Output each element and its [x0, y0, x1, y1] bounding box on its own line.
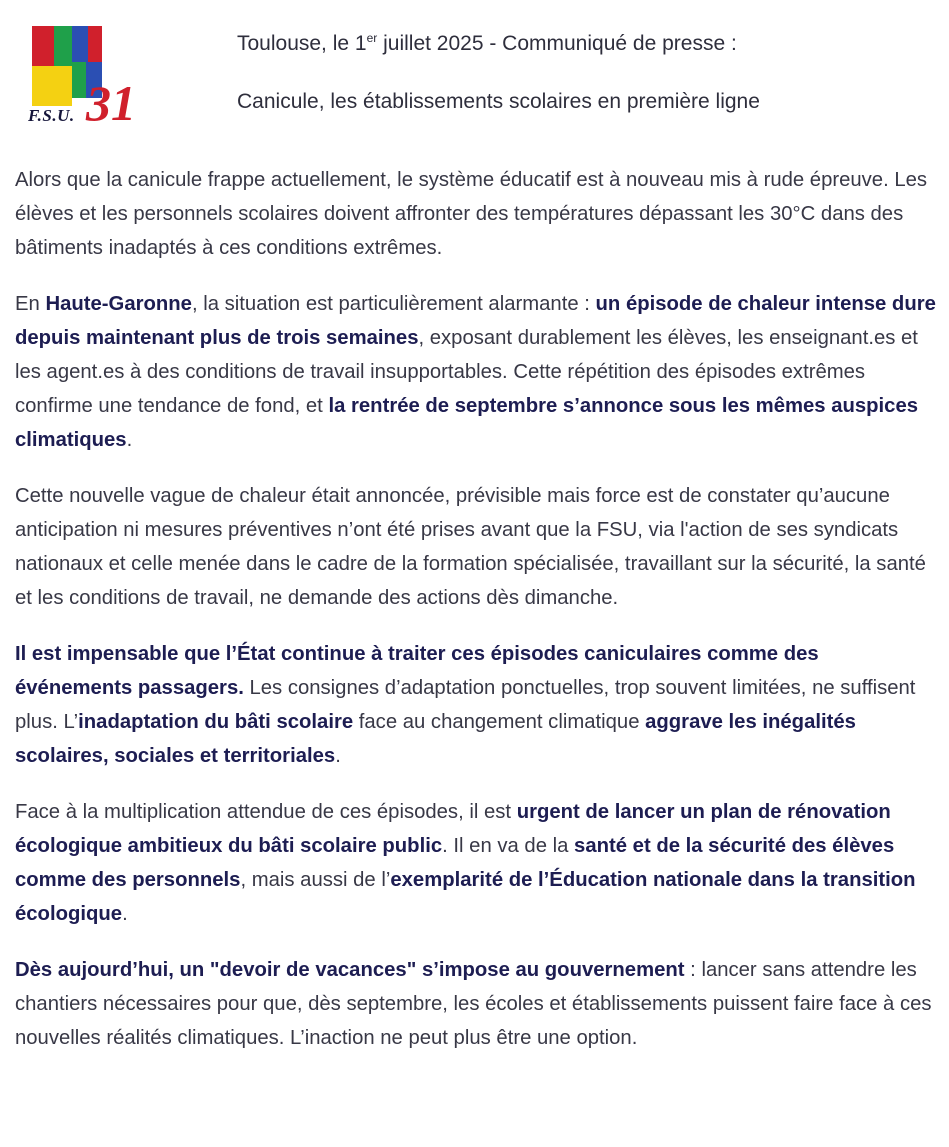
- emphasis-text: Dès aujourd’hui, un "devoir de vacances" s’impose au gouvernement: [15, 959, 685, 981]
- body-text: Les consignes d’adaptation ponctuelles, trop souvent limitées, ne suffisent plus. L’: [15, 677, 916, 733]
- emphasis-text: la rentrée de septembre s’annonce sous les mêmes auspices climatiques: [15, 395, 919, 451]
- body-text: Face à la multiplication attendue de ces épisodes, il est: [15, 801, 517, 823]
- fsu31-logo: [26, 22, 144, 132]
- body-text: , mais aussi de l’: [240, 869, 391, 891]
- paragraph-6: [15, 953, 940, 1055]
- paragraph-4: [15, 637, 940, 773]
- body-text: Alors que la canicule frappe actuellement, le système éducatif est à nouveau mis à rude épreuve. Les élèves et les personnels scolaires doivent affronter des températures dépassant les 30°C dans des bâtiments inadaptés à ces conditions extrêmes.: [15, 169, 928, 259]
- press-release-title: Canicule, les établissements scolaires en première ligne: [237, 90, 760, 113]
- body-text: Cette nouvelle vague de chaleur était annoncée, prévisible mais force est de constater qu’aucune anticipation ni mesures préventives n’ont été prises avant que la FSU, via l'action de ses syndicats nationaux et celle menée dans le cadre de la formation spécialisée, travaillant sur la sécurité, la santé et les conditions de travail, ne demande des actions dès dimanche.: [15, 485, 926, 609]
- body-text: : lancer sans attendre les chantiers nécessaires pour que, dès septembre, les écoles et établissements puissent faire face à ces nouvelles réalités climatiques. L’inaction ne peut plus être une option.: [15, 959, 932, 1049]
- body-text: , exposant durablement les élèves, les enseignant.es et les agent.es à des conditions de travail insupportables. Cette répétition des épisodes extrêmes confirme une tendance de fond, et: [15, 327, 918, 417]
- logo-number: 31: [86, 75, 136, 131]
- body-text: .: [122, 903, 128, 925]
- body-text: , la situation est particulièrement alarmante :: [191, 293, 596, 315]
- paragraph-2: [15, 287, 940, 457]
- emphasis-text: Haute-Garonne: [45, 293, 192, 315]
- emphasis-text: un épisode de chaleur intense dure depuis maintenant plus de trois semaines: [15, 293, 936, 349]
- paragraph-3: [15, 479, 940, 615]
- emphasis-text: inadaptation du bâti scolaire: [78, 711, 354, 733]
- emphasis-text: aggrave les inégalités scolaires, sociales et territoriales: [15, 711, 856, 767]
- dateline-superscript: er: [366, 31, 378, 45]
- dateline-prefix: Toulouse, le 1: [237, 32, 367, 55]
- body-text: face au changement climatique: [353, 711, 646, 733]
- dateline-suffix: juillet 2025 - Communiqué de presse :: [377, 32, 737, 55]
- body-text: En: [15, 293, 46, 315]
- body-text: . Il en va de la: [442, 835, 575, 857]
- emphasis-text: santé et de la sécurité des élèves comme des personnels: [15, 835, 895, 891]
- paragraph-5: [15, 795, 940, 931]
- body-text: .: [126, 429, 133, 451]
- body-text: .: [335, 745, 341, 767]
- press-release-body: [15, 163, 940, 1077]
- emphasis-text: Il est impensable que l’État continue à traiter ces épisodes caniculaires comme des événements passagers.: [15, 643, 819, 699]
- emphasis-text: urgent de lancer un plan de rénovation écologique ambitieux du bâti scolaire public: [15, 801, 891, 857]
- dateline: [237, 32, 737, 56]
- logo-caption: F.S.U.: [28, 106, 75, 125]
- paragraph-1: [15, 163, 940, 265]
- emphasis-text: exemplarité de l’Éducation nationale dans la transition écologique: [15, 869, 916, 925]
